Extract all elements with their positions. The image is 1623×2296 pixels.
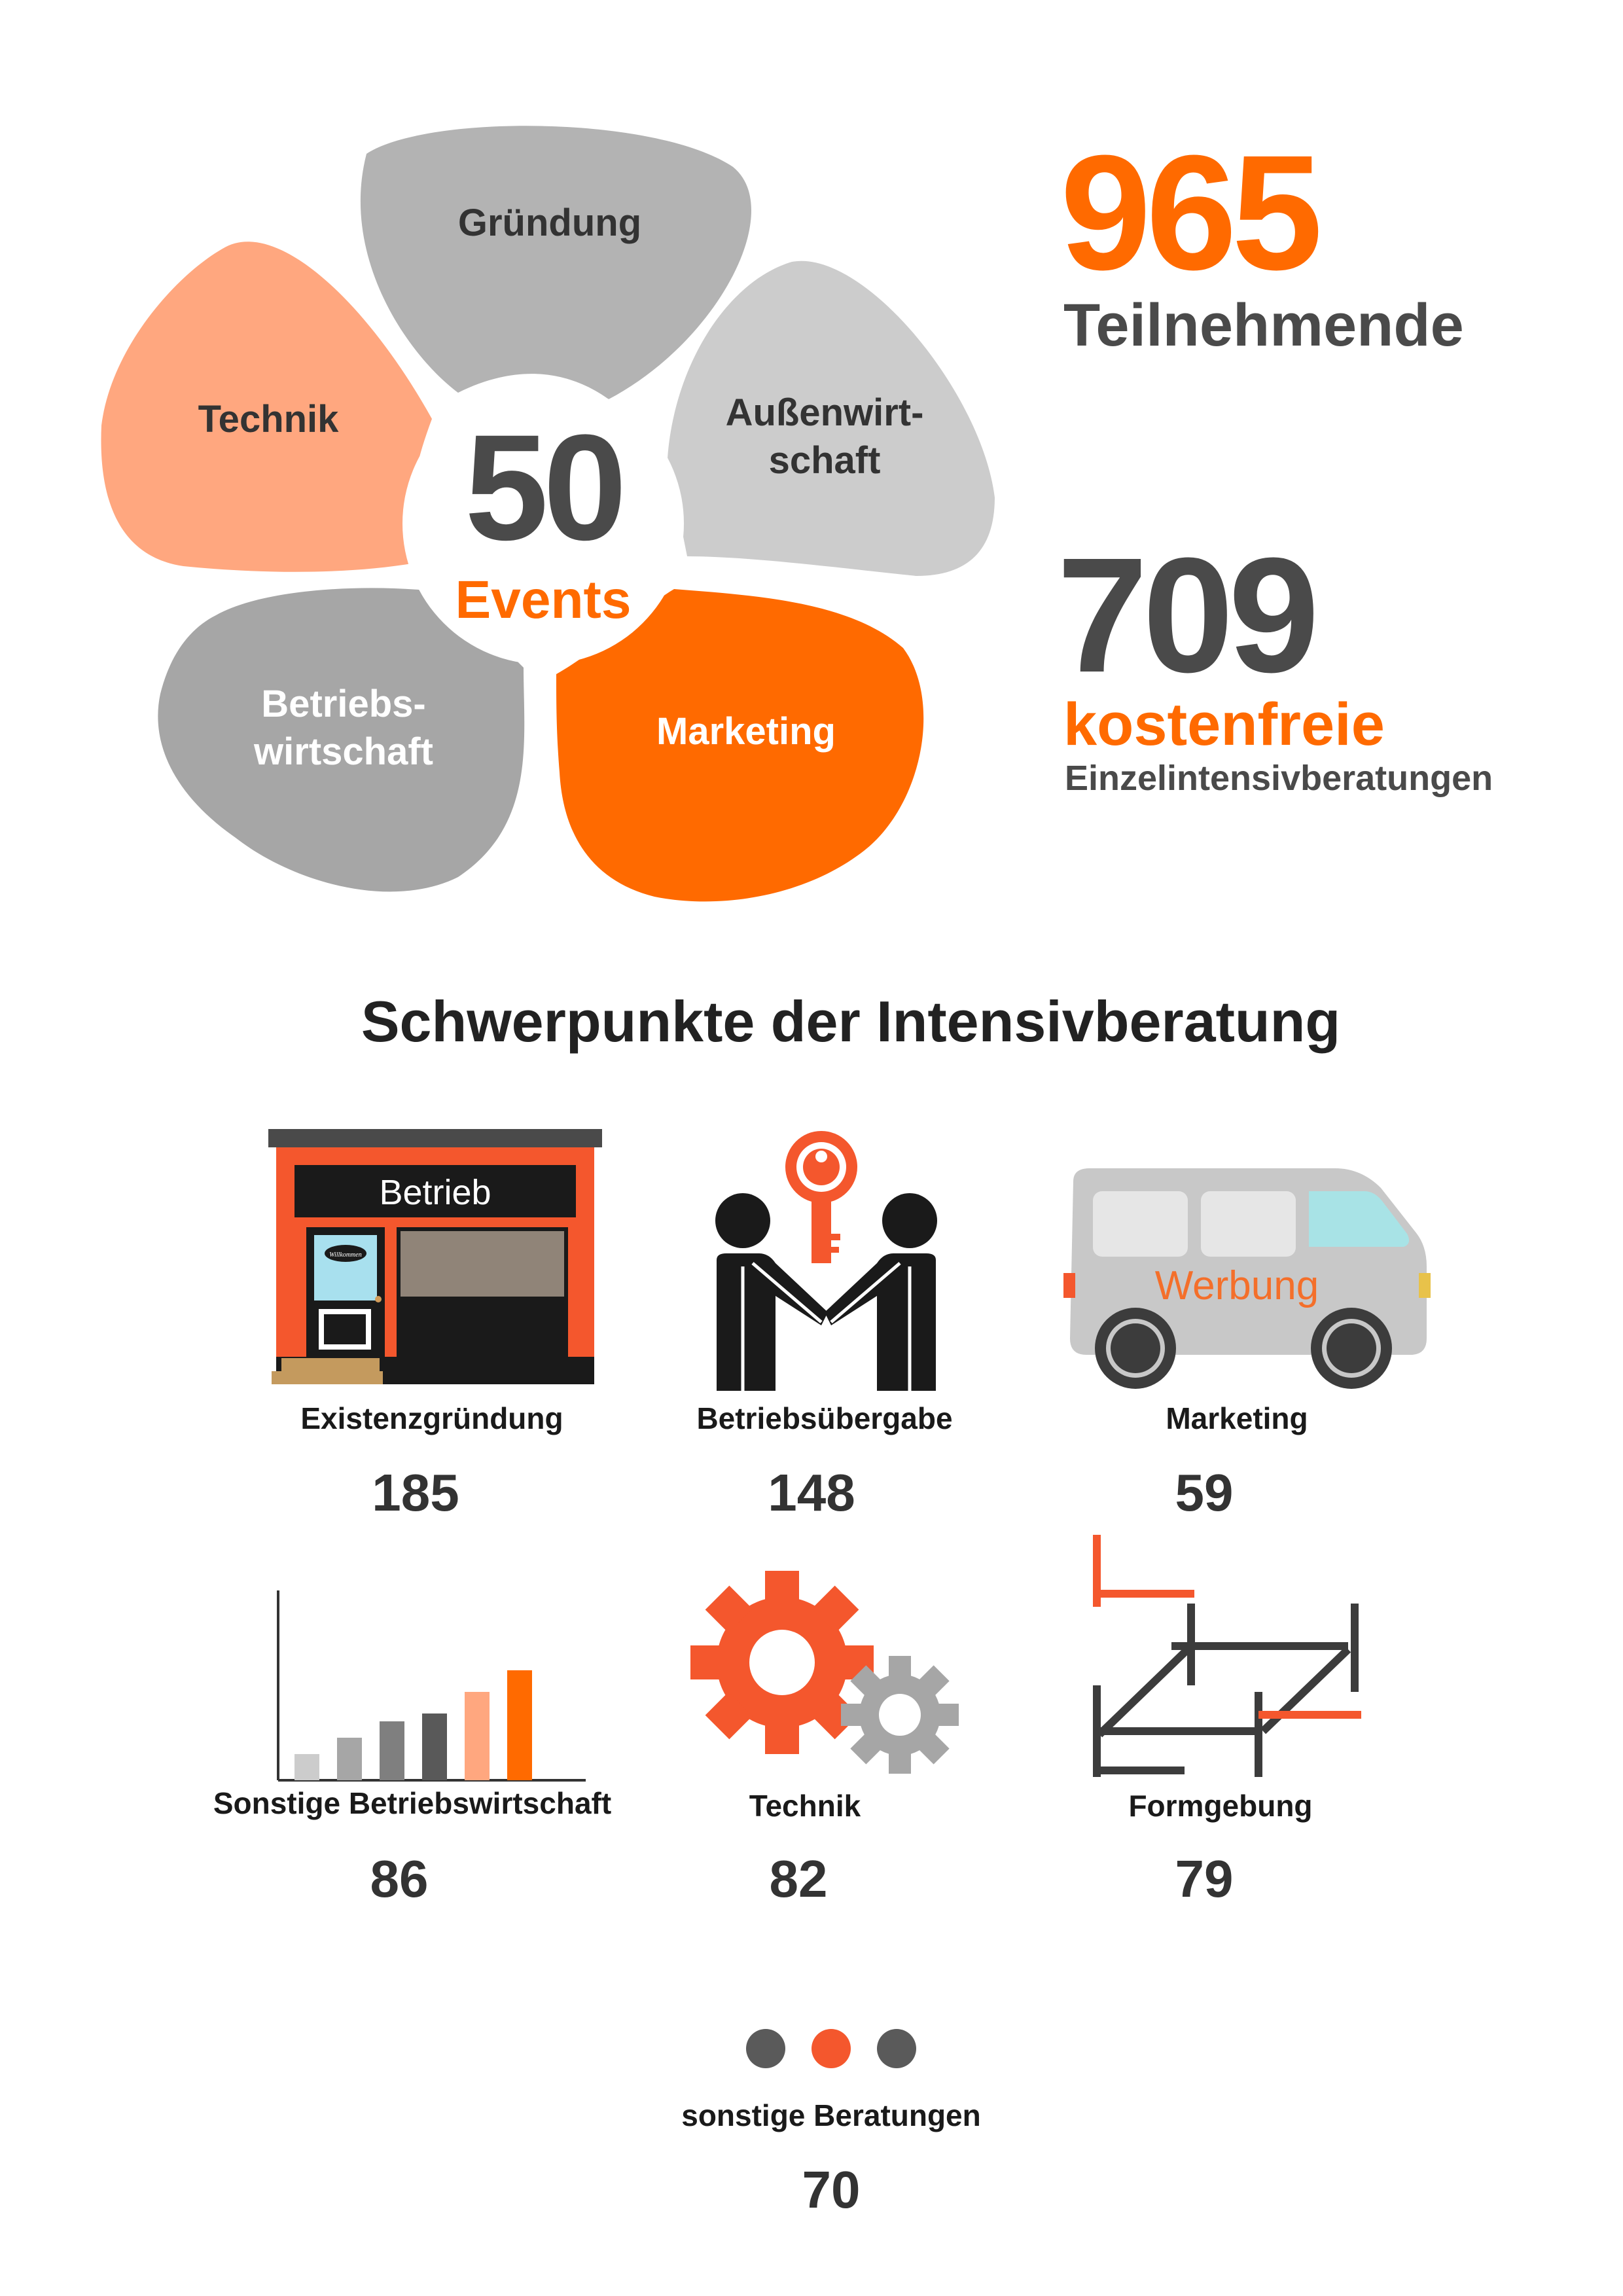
petal-label-aussenwirtschaft-1: Außenwirt-: [725, 391, 924, 434]
other-label: sonstige Beratungen: [681, 2098, 981, 2132]
gears-icon: [687, 1571, 962, 1787]
petal-gruendung: [361, 126, 751, 399]
petal-label-betriebswirtschaft-1: Betriebs-: [261, 683, 426, 725]
consultations-number: 709: [1057, 524, 1315, 706]
petal-label-aussenwirtschaft-2: schaft: [768, 439, 881, 482]
events-number: 50: [465, 403, 622, 571]
petal-label-marketing: Marketing: [656, 710, 836, 753]
participants-label: Teilnehmende: [1063, 292, 1464, 359]
category-label-marketing: Marketing: [1166, 1401, 1308, 1435]
shop-icon: [268, 1129, 602, 1384]
bar-chart-icon: [275, 1590, 589, 1787]
category-label-technik: Technik: [749, 1789, 861, 1823]
three-dots-icon: [743, 2026, 919, 2072]
section-title: Schwerpunkte der Intensivberatung: [361, 989, 1341, 1054]
category-value-formgebung: 79: [1175, 1850, 1234, 1908]
key-handover-icon: [713, 1129, 942, 1391]
category-label-betriebsuebergabe: Betriebsübergabe: [696, 1401, 953, 1435]
category-value-existenzgruendung: 185: [372, 1463, 459, 1522]
category-value-betriebsuebergabe: 148: [768, 1463, 855, 1522]
category-value-marketing: 59: [1175, 1463, 1234, 1522]
category-value-sonstige-betriebswirtschaft: 86: [370, 1850, 429, 1908]
category-label-existenzgruendung: Existenzgründung: [300, 1401, 563, 1435]
category-label-sonstige-betriebswirtschaft: Sonstige Betriebswirtschaft: [213, 1786, 612, 1820]
shop-door-sign-text: Willkommen: [329, 1251, 362, 1259]
design-lines-icon: [1086, 1535, 1374, 1784]
van-text: Werbung: [1154, 1263, 1319, 1308]
shop-sign-text: Betrieb: [379, 1173, 491, 1212]
consultations-label-free: kostenfreie: [1063, 691, 1385, 758]
consultations-label-type: Einzelintensivberatungen: [1065, 759, 1493, 798]
participants-number: 965: [1060, 121, 1318, 304]
van-icon: [1060, 1162, 1433, 1391]
events-label: Events: [455, 570, 632, 630]
other-value: 70: [802, 2161, 861, 2219]
petal-label-betriebswirtschaft-2: wirtschaft: [254, 730, 433, 773]
category-value-technik: 82: [769, 1850, 828, 1908]
petal-label-technik: Technik: [198, 398, 339, 440]
petal-label-gruendung: Gründung: [457, 202, 642, 244]
category-label-formgebung: Formgebung: [1128, 1789, 1313, 1823]
